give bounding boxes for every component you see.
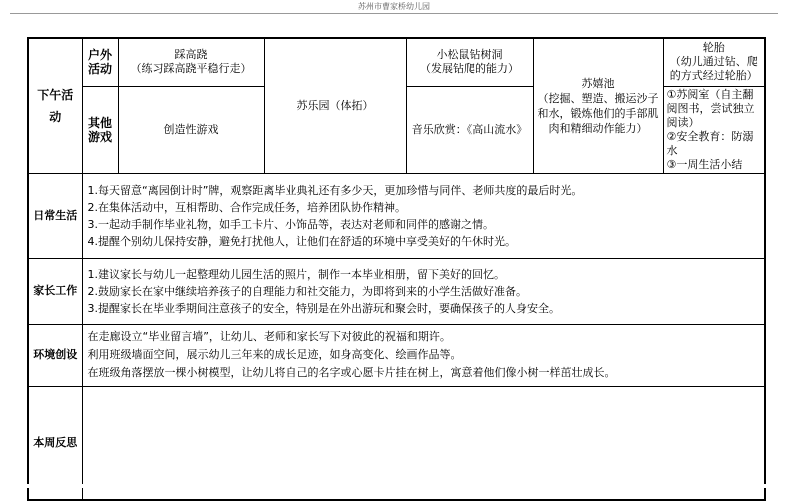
- environment-content: [82, 324, 765, 386]
- parent-work-item: 2.鼓励家长在家中继续培养孩子的自理能力和社交能力，为即将到来的小学生活做好准备。: [87, 284, 527, 298]
- reflection-row: [28, 386, 765, 500]
- other-game-music: 音乐欣赏：《高山流水》: [406, 86, 533, 173]
- outdoor-activities-label: [82, 38, 118, 86]
- environment-item: 利用班级墙面空间，展示幼儿三年来的成长足迹，如身高变化、绘画作品等。: [87, 348, 462, 361]
- outdoor-activity-stilts: 踩高跷 （练习踩高跷平稳行走）: [118, 38, 264, 86]
- header-rule: [10, 13, 778, 14]
- environment-label: 环境创设: [28, 324, 82, 386]
- outdoor-row: [28, 38, 765, 86]
- afternoon-activities-label: [28, 38, 82, 173]
- activity-plan-table: [27, 37, 766, 501]
- environment-item: 在走廊设立“毕业留言墙”，让幼儿、老师和家长写下对彼此的祝福和期许。: [87, 330, 451, 343]
- parent-work-row: [28, 258, 765, 324]
- daily-life-content: [82, 173, 765, 258]
- row-label-text: 下午活动: [37, 87, 74, 124]
- other-game-creative: 创造性游戏: [118, 86, 264, 173]
- weekly-reflection-label: 本周反思: [28, 386, 82, 500]
- environment-row: [28, 324, 765, 386]
- other-game-reading-safety: ①苏阅室（自主翻阅图书，尝试独立阅读） ②安全教育：防溺水 ③一周生活小结: [663, 86, 765, 173]
- daily-life-item: 2.在集体活动中，互相帮助、合作完成任务，培养团队协作精神。: [87, 200, 406, 214]
- daily-life-item: 4.提醒个别幼儿保持安静，避免打扰他人，让他们在舒适的环境中享受美好的午休时光。: [87, 234, 516, 248]
- outdoor-label-text: 户外活动: [87, 48, 112, 77]
- weekly-reflection-content[interactable]: [82, 386, 765, 500]
- daily-life-label: 日常生活: [28, 173, 82, 258]
- page-header: 苏州市曹家桥幼儿园: [358, 2, 430, 11]
- page-bottom-edge: [0, 484, 788, 488]
- parent-work-item: 3.提醒家长在毕业季期间注意孩子的安全，特别是在外出游玩和聚会时，要确保孩子的人身安全。: [87, 301, 560, 315]
- outdoor-activity-sand-water: 苏嬉池 （挖掘、塑造、搬运沙子和水，锻炼他们的手部肌肉和精细动作能力）: [533, 38, 663, 173]
- other-label-text: 其他游戏: [87, 115, 112, 144]
- parent-work-item: 1.建议家长与幼儿一起整理幼儿园生活的照片，制作一本毕业相册，留下美好的回忆。: [87, 267, 505, 281]
- outdoor-activity-tires: 轮胎 （幼儿通过钻、爬的方式经过轮胎）: [663, 38, 765, 86]
- outdoor-activity-squirrel: 小松鼠钻树洞 （发展钻爬的能力）: [406, 38, 533, 86]
- daily-life-row: [28, 173, 765, 258]
- outdoor-activity-suleyuan: 苏乐园（体拓）: [264, 38, 406, 173]
- daily-life-item: 3.一起动手制作毕业礼物，如手工卡片、小饰品等，表达对老师和同伴的感谢之情。: [87, 217, 494, 231]
- parent-work-label: 家长工作: [28, 258, 82, 324]
- parent-work-content: [82, 258, 765, 324]
- environment-item: 在班级角落摆放一棵小树模型，让幼儿将自己的名字或心愿卡片挂在树上，寓意着他们像小树一样茁壮成长。: [87, 366, 616, 379]
- daily-life-item: 1.每天留意“离园倒计时”牌，观察距离毕业典礼还有多少天，更加珍惜与同伴、老师共度的最后时光。: [87, 183, 583, 197]
- other-games-label: [82, 86, 118, 173]
